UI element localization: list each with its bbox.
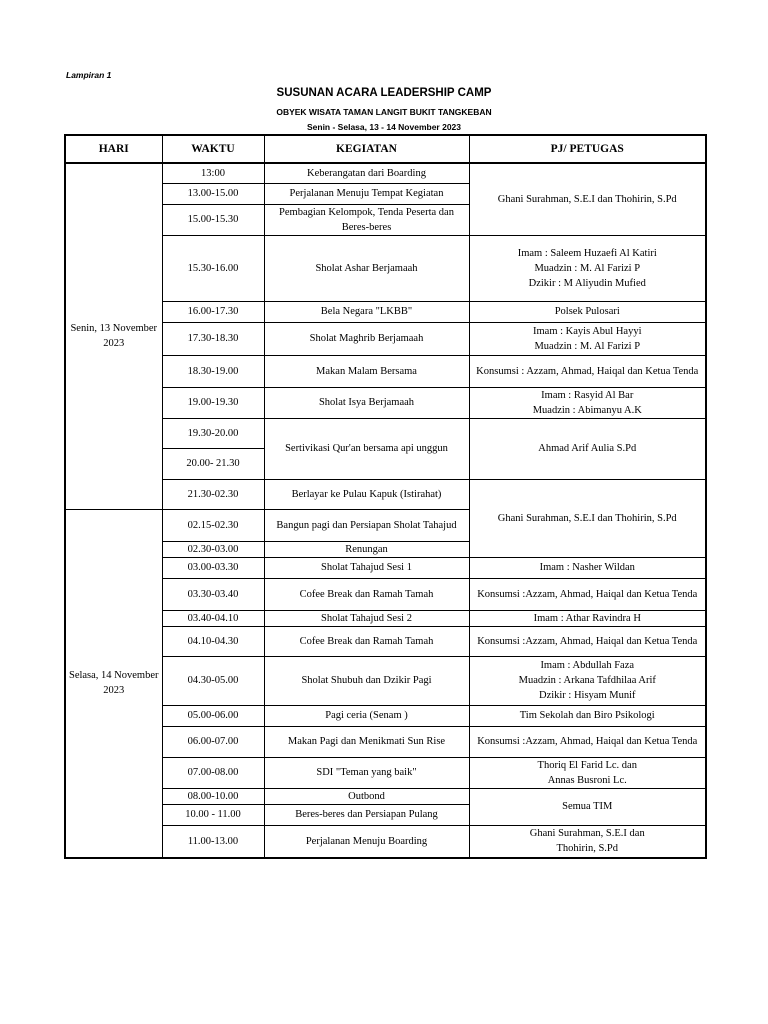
activity-cell: Sholat Tahajud Sesi 2 (264, 610, 469, 626)
document-location: OBYEK WISATA TAMAN LANGIT BUKIT TANGKEBAN (276, 107, 492, 117)
table-header-row (65, 135, 706, 163)
column-header-day: HARI (65, 135, 162, 163)
table-row (65, 557, 706, 578)
pic-cell (469, 757, 706, 788)
time-cell: 03.00-03.30 (162, 557, 264, 578)
time-cell: 10.00 - 11.00 (162, 804, 264, 825)
time-cell: 15.30-16.00 (162, 235, 264, 301)
time-cell: 19.00-19.30 (162, 387, 264, 418)
activity-cell: Keberangatan dari Boarding (264, 163, 469, 183)
table-row (65, 626, 706, 656)
pic-cell: Semua TIM (469, 788, 706, 825)
activity-cell: Sholat Maghrib Berjamaah (264, 322, 469, 355)
time-cell: 13:00 (162, 163, 264, 183)
day-cell-tuesday: Selasa, 14 November 2023 (65, 509, 162, 858)
table-row (65, 163, 706, 183)
pic-cell: Imam : Nasher Wildan (469, 557, 706, 578)
table-row (65, 726, 706, 757)
table-row (65, 322, 706, 355)
activity-cell: Makan Malam Bersama (264, 355, 469, 387)
schedule-table (64, 134, 707, 859)
activity-cell: Beres-beres dan Persiapan Pulang (264, 804, 469, 825)
time-cell: 17.30-18.30 (162, 322, 264, 355)
pic-line: Imam : Abdullah Faza (540, 660, 635, 671)
time-cell: 04.10-04.30 (162, 626, 264, 656)
table-row (65, 479, 706, 509)
activity-cell: Sertivikasi Qur'an bersama api unggun (264, 418, 469, 479)
pic-cell: Konsumsi :Azzam, Ahmad, Haiqal dan Ketua Tenda (469, 726, 706, 757)
table-row (65, 656, 706, 705)
activity-cell: SDI "Teman yang baik" (264, 757, 469, 788)
activity-cell: Cofee Break dan Ramah Tamah (264, 626, 469, 656)
pic-cell (469, 387, 706, 418)
activity-cell: Pembagian Kelompok, Tenda Peserta dan Beres-beres (264, 204, 469, 235)
column-header-time: WAKTU (162, 135, 264, 163)
time-cell: 02.15-02.30 (162, 509, 264, 541)
pic-line: Thohirin, S.Pd (556, 843, 619, 855)
time-cell: 06.00-07.00 (162, 726, 264, 757)
activity-cell: Cofee Break dan Ramah Tamah (264, 578, 469, 610)
table-row (65, 301, 706, 322)
pic-line: Dzikir : M Aliyudin Mufied (528, 277, 646, 289)
pic-cell: Imam : Athar Ravindra H (469, 610, 706, 626)
table-row (65, 825, 706, 858)
table-row (65, 757, 706, 788)
time-cell: 04.30-05.00 (162, 656, 264, 705)
day-cell-monday: Senin, 13 November 2023 (65, 163, 162, 509)
time-cell: 15.00-15.30 (162, 204, 264, 235)
activity-cell: Sholat Tahajud Sesi 1 (264, 557, 469, 578)
activity-cell: Sholat Isya Berjamaah (264, 387, 469, 418)
pic-line: Dzikir : Hisyam Munif (538, 690, 636, 701)
time-cell: 08.00-10.00 (162, 788, 264, 804)
table-row (65, 578, 706, 610)
document-title: SUSUNAN ACARA LEADERSHIP CAMP (276, 87, 492, 99)
pic-line: Thoriq El Farid Lc. dan (537, 759, 637, 771)
activity-cell: Renungan (264, 541, 469, 557)
time-cell: 07.00-08.00 (162, 757, 264, 788)
pic-cell: Ahmad Arif Aulia S.Pd (469, 418, 706, 479)
activity-cell: Sholat Shubuh dan Dzikir Pagi (264, 656, 469, 705)
time-cell: 19.30-20.00 (162, 418, 264, 448)
pic-cell: Tim Sekolah dan Biro Psikologi (469, 705, 706, 726)
activity-cell: Makan Pagi dan Menikmati Sun Rise (264, 726, 469, 757)
pic-line: Ghani Surahman, S.E.I dan (529, 828, 645, 840)
time-cell: 05.00-06.00 (162, 705, 264, 726)
pic-line: Muadzin : Abimanyu A.K (532, 404, 642, 416)
activity-cell: Pagi ceria (Senam ) (264, 705, 469, 726)
activity-cell: Berlayar ke Pulau Kapuk (Istirahat) (264, 479, 469, 509)
pic-line: Imam : Kayis Abul Hayyi (533, 325, 642, 337)
pic-cell: Ghani Surahman, S.E.I dan Thohirin, S.Pd (469, 163, 706, 235)
table-row (65, 705, 706, 726)
time-cell: 21.30-02.30 (162, 479, 264, 509)
pic-cell (469, 825, 706, 858)
activity-cell: Outbond (264, 788, 469, 804)
time-cell: 03.30-03.40 (162, 578, 264, 610)
table-row (65, 355, 706, 387)
pic-cell (469, 235, 706, 301)
activity-cell: Perjalanan Menuju Boarding (264, 825, 469, 858)
attachment-label: Lampiran 1 (66, 70, 112, 80)
pic-cell: Konsumsi : Azzam, Ahmad, Haiqal dan Ketua Tenda (469, 355, 706, 387)
table-row (65, 610, 706, 626)
pic-cell (469, 322, 706, 355)
activity-cell: Perjalanan Menuju Tempat Kegiatan (264, 183, 469, 204)
pic-cell (469, 656, 706, 705)
table-row (65, 418, 706, 448)
activity-cell: Sholat Ashar Berjamaah (264, 235, 469, 301)
time-cell: 03.40-04.10 (162, 610, 264, 626)
pic-cell: Konsumsi :Azzam, Ahmad, Haiqal dan Ketua Tenda (469, 578, 706, 610)
pic-cell: Ghani Surahman, S.E.I dan Thohirin, S.Pd (469, 479, 706, 557)
time-cell: 18.30-19.00 (162, 355, 264, 387)
document-dates: Senin - Selasa, 13 - 14 November 2023 (306, 122, 462, 132)
table-row (65, 387, 706, 418)
pic-cell: Konsumsi :Azzam, Ahmad, Haiqal dan Ketua Tenda (469, 626, 706, 656)
activity-cell: Bangun pagi dan Persiapan Sholat Tahajud (264, 509, 469, 541)
table-row (65, 788, 706, 804)
pic-line: Muadzin : M. Al Farizi P (534, 262, 641, 274)
pic-line: Muadzin : M. Al Farizi P (534, 340, 641, 352)
table-row (65, 235, 706, 301)
time-cell: 02.30-03.00 (162, 541, 264, 557)
column-header-pic: PJ/ PETUGAS (469, 135, 706, 163)
time-cell: 11.00-13.00 (162, 825, 264, 858)
pic-line: Annas Busroni Lc. (547, 774, 627, 786)
time-cell: 20.00- 21.30 (162, 448, 264, 479)
time-cell: 16.00-17.30 (162, 301, 264, 322)
pic-cell: Polsek Pulosari (469, 301, 706, 322)
pic-line: Muadzin : Arkana Tafdhilaa Arif (518, 675, 656, 686)
time-cell: 13.00-15.00 (162, 183, 264, 204)
pic-line: Imam : Saleem Huzaefi Al Katiri (517, 247, 657, 259)
activity-cell: Bela Negara "LKBB" (264, 301, 469, 322)
column-header-activity: KEGIATAN (264, 135, 469, 163)
pic-line: Imam : Rasyid Al Bar (541, 389, 634, 401)
